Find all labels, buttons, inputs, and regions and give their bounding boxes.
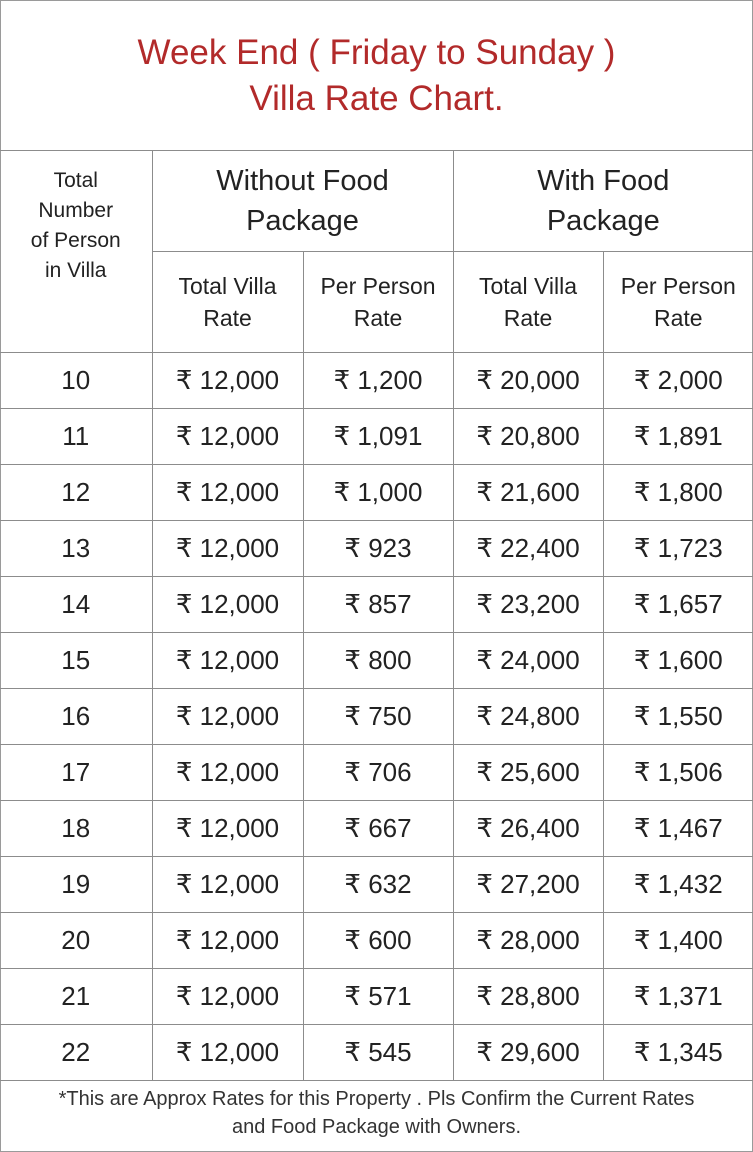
- without-food-per-person-cell: ₹ 750: [303, 689, 453, 745]
- without-food-total-cell: ₹ 12,000: [152, 689, 303, 745]
- without-food-per-person-cell: ₹ 800: [303, 633, 453, 689]
- without-food-per-person-cell: ₹ 857: [303, 577, 453, 633]
- with-food-per-person-cell: ₹ 1,371: [603, 969, 753, 1025]
- without-food-total-cell: ₹ 12,000: [152, 857, 303, 913]
- without-food-total-cell: ₹ 12,000: [152, 969, 303, 1025]
- without-food-total-cell: ₹ 12,000: [152, 465, 303, 521]
- persons-count-cell: 15: [0, 633, 152, 689]
- with-food-per-person-cell: ₹ 1,800: [603, 465, 753, 521]
- without-food-total-cell: ₹ 12,000: [152, 577, 303, 633]
- persons-count-cell: 18: [0, 801, 152, 857]
- without-food-per-person-cell: ₹ 1,000: [303, 465, 453, 521]
- without-food-per-person-cell: ₹ 545: [303, 1025, 453, 1081]
- persons-count-cell: 10: [0, 353, 152, 409]
- header-with-food-package: With Food Package: [453, 151, 753, 252]
- without-food-total-cell: ₹ 12,000: [152, 521, 303, 577]
- header-total-persons: Total Number of Person in Villa: [0, 151, 152, 353]
- without-food-per-person-cell: ₹ 1,200: [303, 353, 453, 409]
- persons-count-cell: 16: [0, 689, 152, 745]
- disclaimer-line-1: *This are Approx Rates for this Property . Pls Confirm the Current Rates: [58, 1088, 695, 1110]
- without-food-per-person-cell: ₹ 667: [303, 801, 453, 857]
- without-food-total-cell: ₹ 12,000: [152, 801, 303, 857]
- persons-count-cell: 14: [0, 577, 152, 633]
- header-with-food-total-villa-rate: Total Villa Rate: [453, 252, 603, 353]
- without-food-per-person-cell: ₹ 600: [303, 913, 453, 969]
- header-with-food-per-person-rate: Per Person Rate: [603, 252, 753, 353]
- with-food-per-person-cell: ₹ 1,723: [603, 521, 753, 577]
- with-food-total-cell: ₹ 20,800: [453, 409, 603, 465]
- title-line-1: Week End ( Friday to Sunday ): [137, 33, 616, 72]
- without-food-total-cell: ₹ 12,000: [152, 745, 303, 801]
- table-row: [0, 1025, 753, 1081]
- table-row: [0, 857, 753, 913]
- with-food-per-person-cell: ₹ 1,657: [603, 577, 753, 633]
- with-food-total-cell: ₹ 24,000: [453, 633, 603, 689]
- persons-count-cell: 20: [0, 913, 152, 969]
- with-food-total-cell: ₹ 25,600: [453, 745, 603, 801]
- with-food-per-person-cell: ₹ 1,345: [603, 1025, 753, 1081]
- disclaimer-note: [0, 1085, 753, 1141]
- with-food-total-cell: ₹ 29,600: [453, 1025, 603, 1081]
- with-food-per-person-cell: ₹ 1,467: [603, 801, 753, 857]
- without-food-per-person-cell: ₹ 706: [303, 745, 453, 801]
- table-row: [0, 801, 753, 857]
- persons-count-cell: 13: [0, 521, 152, 577]
- villa-rate-table: [0, 150, 753, 1081]
- persons-count-cell: 21: [0, 969, 152, 1025]
- disclaimer-line-2: and Food Package with Owners.: [231, 1116, 522, 1138]
- table-row: [0, 465, 753, 521]
- table-row: [0, 913, 753, 969]
- with-food-per-person-cell: ₹ 1,600: [603, 633, 753, 689]
- table-row: [0, 969, 753, 1025]
- without-food-per-person-cell: ₹ 923: [303, 521, 453, 577]
- without-food-per-person-cell: ₹ 571: [303, 969, 453, 1025]
- without-food-total-cell: ₹ 12,000: [152, 353, 303, 409]
- with-food-total-cell: ₹ 26,400: [453, 801, 603, 857]
- without-food-total-cell: ₹ 12,000: [152, 409, 303, 465]
- with-food-per-person-cell: ₹ 1,400: [603, 913, 753, 969]
- header-without-food-total-villa-rate: Total Villa Rate: [152, 252, 303, 353]
- with-food-total-cell: ₹ 23,200: [453, 577, 603, 633]
- persons-count-cell: 11: [0, 409, 152, 465]
- with-food-total-cell: ₹ 27,200: [453, 857, 603, 913]
- table-row: [0, 521, 753, 577]
- with-food-per-person-cell: ₹ 2,000: [603, 353, 753, 409]
- title-line-2: Villa Rate Chart.: [249, 79, 504, 118]
- with-food-per-person-cell: ₹ 1,432: [603, 857, 753, 913]
- with-food-per-person-cell: ₹ 1,891: [603, 409, 753, 465]
- page-title: [0, 30, 753, 122]
- without-food-per-person-cell: ₹ 632: [303, 857, 453, 913]
- without-food-total-cell: ₹ 12,000: [152, 1025, 303, 1081]
- with-food-total-cell: ₹ 24,800: [453, 689, 603, 745]
- persons-count-cell: 17: [0, 745, 152, 801]
- with-food-per-person-cell: ₹ 1,550: [603, 689, 753, 745]
- table-row: [0, 353, 753, 409]
- with-food-total-cell: ₹ 28,000: [453, 913, 603, 969]
- with-food-total-cell: ₹ 28,800: [453, 969, 603, 1025]
- table-row: [0, 633, 753, 689]
- header-without-food-package: Without Food Package: [152, 151, 453, 252]
- table-row: [0, 577, 753, 633]
- with-food-total-cell: ₹ 21,600: [453, 465, 603, 521]
- persons-count-cell: 22: [0, 1025, 152, 1081]
- with-food-total-cell: ₹ 22,400: [453, 521, 603, 577]
- persons-count-cell: 19: [0, 857, 152, 913]
- table-row: [0, 745, 753, 801]
- header-without-food-per-person-rate: Per Person Rate: [303, 252, 453, 353]
- without-food-total-cell: ₹ 12,000: [152, 633, 303, 689]
- table-row: [0, 689, 753, 745]
- table-row: [0, 409, 753, 465]
- with-food-per-person-cell: ₹ 1,506: [603, 745, 753, 801]
- without-food-total-cell: ₹ 12,000: [152, 913, 303, 969]
- without-food-per-person-cell: ₹ 1,091: [303, 409, 453, 465]
- with-food-total-cell: ₹ 20,000: [453, 353, 603, 409]
- persons-count-cell: 12: [0, 465, 152, 521]
